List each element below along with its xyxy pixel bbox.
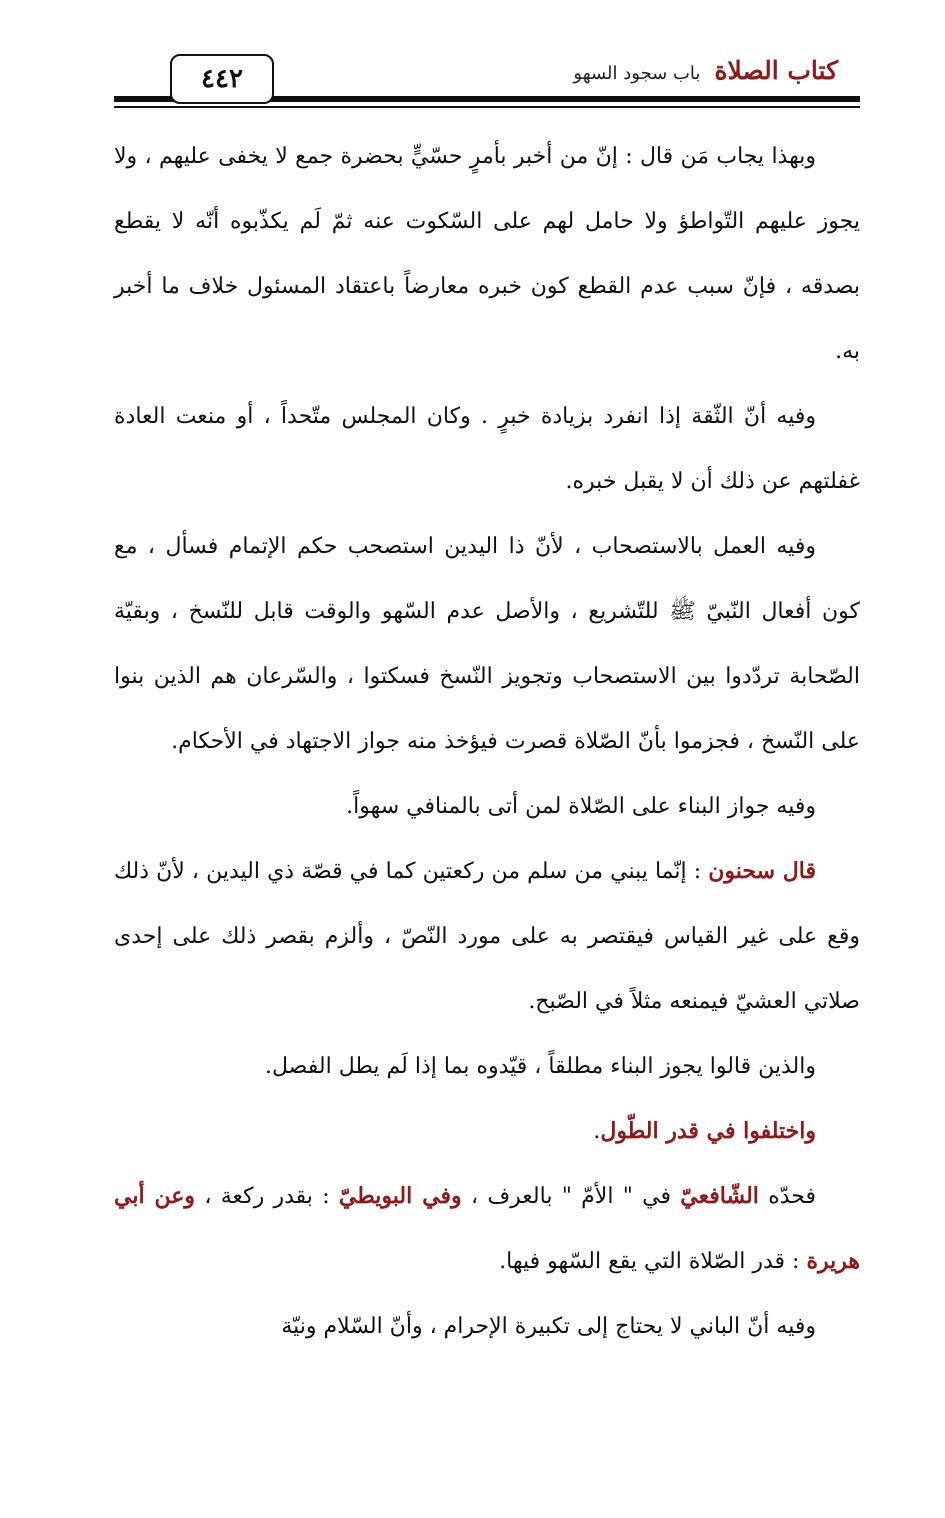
- heading-punctuation: .: [593, 1119, 601, 1144]
- scholar-name: وعن أبي هريرة: [114, 1183, 860, 1274]
- paragraph: [114, 839, 860, 1034]
- book-title: كتاب الصلاة: [714, 56, 838, 85]
- scholar-name: الشّافعيّ: [680, 1183, 759, 1209]
- paragraph-text: : بقدر ركعة ،: [195, 1184, 339, 1209]
- page-number: ٤٤٢: [201, 64, 243, 94]
- scholar-name: وفي البويطيّ: [338, 1183, 462, 1209]
- header-rule-thin: [114, 106, 860, 108]
- paragraph-text: في " الأمّ " بالعرف ،: [461, 1184, 681, 1209]
- running-head: [573, 56, 838, 92]
- section-heading: واختلفوا في قدر الطّول: [600, 1118, 816, 1144]
- paragraph: وبهذا يجاب مَن قال : إنّ من أخبر بأمرٍ حسّيٍّ بحضرة جمع لا يخفى عليهم ، ولا يجوز عليهم التّواطؤ ولا حامل لهم على السّكوت عنه ثمّ لَم يكذّبوه أنّه لا يقطع بصدقه ، فإنّ سبب عدم القطع كون خبره معارضاً باعتقاد المسئول خلاف ما أخبر به.: [114, 144, 860, 364]
- paragraph-text: : قدر الصّلاة التي يقع السّهو فيها.: [499, 1249, 807, 1274]
- page-number-badge: [170, 54, 274, 104]
- body-text: [114, 124, 860, 1359]
- paragraph-text: فحدّه: [758, 1184, 816, 1209]
- paragraph: [114, 1164, 860, 1294]
- paragraph: والذين قالوا يجوز البناء مطلقاً ، قيّدوه بما إذا لَم يطل الفصل.: [265, 1054, 816, 1079]
- section-heading-paragraph: [114, 1099, 860, 1164]
- chapter-title: باب سجود السهو: [573, 63, 701, 84]
- paragraph: وفيه أنّ الباني لا يحتاج إلى تكبيرة الإحرام ، وأنّ السّلام ونيّة: [281, 1314, 816, 1339]
- page-header: [114, 50, 860, 114]
- paragraph: وفيه أنّ الثّقة إذا انفرد بزيادة خبرٍ . وكان المجلس متّحداً ، أو منعت العادة غفلتهم عن ذلك أن لا يقبل خبره.: [114, 404, 860, 494]
- scholar-name: قال سحنون: [708, 858, 816, 884]
- paragraph: وفيه جواز البناء على الصّلاة لمن أتى بالمنافي سهواً.: [346, 794, 816, 819]
- paragraph-text: : إنّما يبني من سلم من ركعتين كما في قصّة ذي اليدين ، لأنّ ذلك وقع على غير القياس فيقتصر به على مورد النّصّ ، وألزم بقصر ذلك على إحدى صلاتي العشيّ فيمنعه مثلاً في الصّبح.: [114, 859, 860, 1014]
- paragraph: وفيه العمل بالاستصحاب ، لأنّ ذا اليدين استصحب حكم الإتمام فسأل ، مع كون أفعال النّبيّ ﷺ للتّشريع ، والأصل عدم السّهو والوقت قابل للنّسخ ، وبقيّة الصّحابة تردّدوا بين الاستصحاب وتجويز النّسخ فسكتوا ، والسّرعان هم الذين بنوا على النّسخ ، فجزموا بأنّ الصّلاة قصرت فيؤخذ منه جواز الاجتهاد في الأحكام.: [114, 534, 860, 754]
